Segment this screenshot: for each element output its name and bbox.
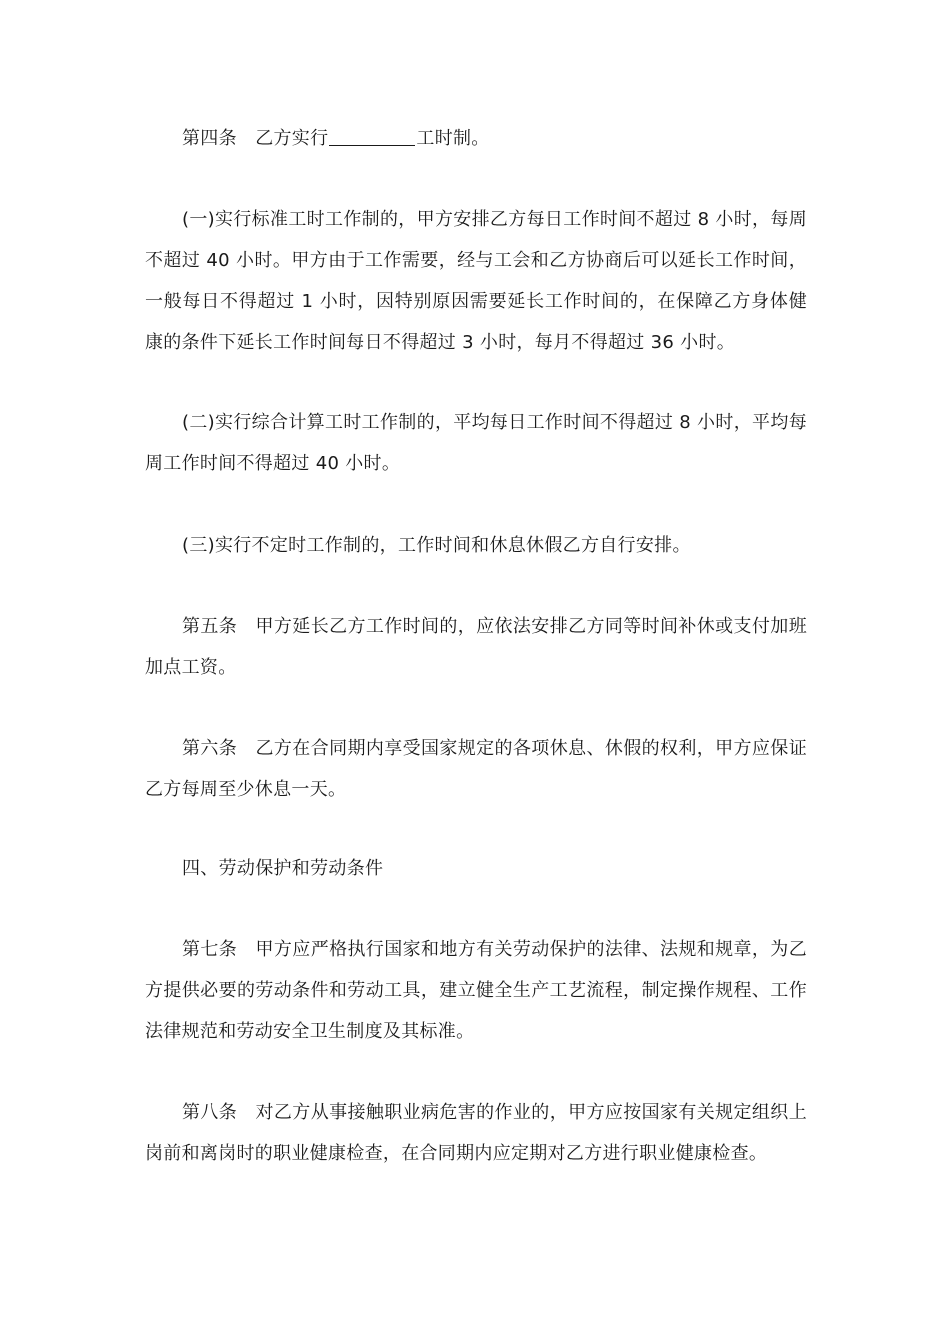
clause-comprehensive-hours: (二)实行综合计算工时工作制的，平均每日工作时间不得超过 8 小时，平均每周工作时间不得超过 40 小时。 [145,412,807,474]
article-4-prefix: 第四条 乙方实行 [182,128,329,149]
article-6-paragraph: 第六条 乙方在合同期内享受国家规定的各项休息、休假的权利，甲方应保证乙方每周至少休息一天。 [145,738,807,800]
section-heading-labor-protection: 四、劳动保护和劳动条件 [182,858,384,879]
article-7-paragraph: 第七条 甲方应严格执行国家和地方有关劳动保护的法律、法规和规章，为乙方提供必要的劳动条件和劳动工具，建立健全生产工艺流程，制定操作规程、工作法律规范和劳动安全卫生制度及其标准。 [145,939,807,1042]
article-5-paragraph: 第五条 甲方延长乙方工作时间的，应依法安排乙方同等时间补休或支付加班加点工资。 [145,616,807,678]
clause-flexible-hours: (三)实行不定时工作制的，工作时间和休息休假乙方自行安排。 [182,535,691,556]
article-4-suffix: 工时制。 [416,128,490,149]
article-4-paragraph [145,118,807,159]
article-8-paragraph: 第八条 对乙方从事接触职业病危害的作业的，甲方应按国家有关规定组织上岗前和离岗时的职业健康检查，在合同期内应定期对乙方进行职业健康检查。 [145,1102,807,1164]
clause-standard-hours: (一)实行标准工时工作制的，甲方安排乙方每日工作时间不超过 8 小时，每周不超过 40 小时。甲方由于工作需要，经与工会和乙方协商后可以延长工作时间，一般每日不得超过 1 小时，因特别原因需要延长工作时间的，在保障乙方身体健康的条件下延长工作时间每日不得超过 3 小时，每月不得超过 36 小时。 [145,209,807,353]
fill-in-blank[interactable] [329,127,415,146]
